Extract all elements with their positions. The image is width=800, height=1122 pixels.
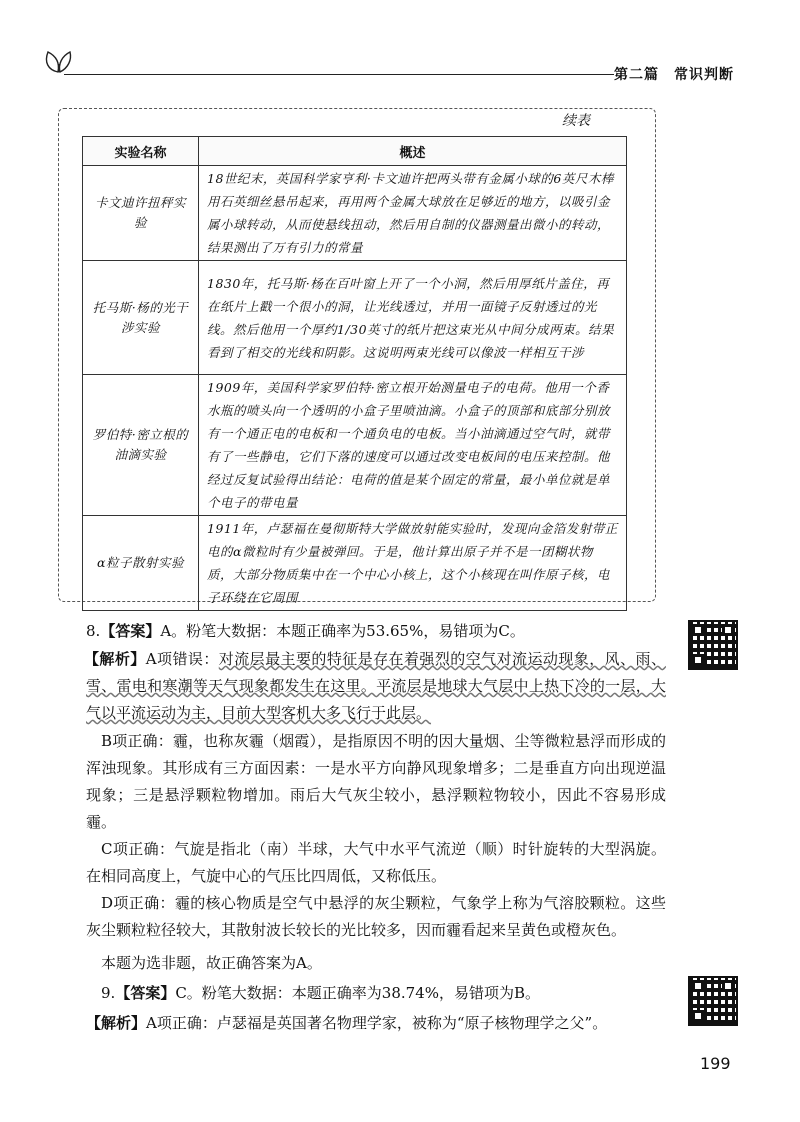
q8-answer-text: A。粉笔大数据：本题正确率为53.65%，易错项为C。 <box>160 622 525 640</box>
q8-a-intro: A项错误： <box>145 650 219 668</box>
analysis-tag: 【解析】 <box>84 650 146 668</box>
experiment-desc: 1911年，卢瑟福在曼彻斯特大学做放射能实验时，发现向金箔发射带正电的α微粒时有少量被弹回。于是，他计算出原子并不是一团糊状物质，大部分物质集中在一个中心小核上，这个小核现在叫作原子核，电子环绕在它周围 <box>199 516 627 611</box>
table-row <box>83 261 627 375</box>
leaf-icon <box>42 48 76 74</box>
experiment-desc: 1909年，美国科学家罗伯特·密立根开始测量电子的电荷。他用一个香水瓶的喷头向一个透明的小盒子里喷油滴。小盒子的顶部和底部分别放有一个通正电的电板和一个通负电的电板。当小油滴通过空气时，就带有了一些静电，它们下落的速度可以通过改变电板间的电压来控制。他经过反复试验得出结论：电荷的值是某个固定的常量，最小单位就是单个电子的带电量 <box>199 375 627 516</box>
q8-number: 8. <box>86 622 101 640</box>
answer-tag: 【答案】 <box>115 984 176 1002</box>
q9-answer-text: C。粉笔大数据：本题正确率为38.74%，易错项为B。 <box>175 984 541 1002</box>
analysis-tag: 【解析】 <box>86 1014 147 1032</box>
experiment-name: 罗伯特·密立根的油滴实验 <box>83 375 199 516</box>
q8-analysis-a <box>86 646 666 727</box>
table-header-row <box>83 137 627 166</box>
experiment-name: 托马斯·杨的光干涉实验 <box>83 261 199 375</box>
table-row <box>83 166 627 261</box>
q9-number: 9. <box>101 984 116 1002</box>
answer-tag: 【答案】 <box>100 622 161 640</box>
qr-code-icon[interactable] <box>688 976 738 1026</box>
q8-option-d: D项正确：霾的核心物质是空气中悬浮的灰尘颗粒，气象学上称为气溶胶颗粒。这些灰尘颗粒粒径较大，其散射波长较长的光比较多，因而霾看起来呈黄色或橙灰色。 <box>86 894 666 939</box>
experiment-desc: 1830年，托马斯·杨在百叶窗上开了一个小洞，然后用厚纸片盖住，再在纸片上戳一个很小的洞，让光线透过，并用一面镜子反射透过的光线。然后他用一个厚约1/30英寸的纸片把这束光从中间分成两束。结果看到了相交的光线和阴影。这说明两束光线可以像波一样相互干涉 <box>199 261 627 375</box>
q8-conclusion: 本题为选非题，故正确答案为A。 <box>101 954 322 972</box>
q8-option-b: B项正确：霾，也称灰霾（烟霞），是指原因不明的因大量烟、尘等微粒悬浮而形成的浑浊现象。其形成有三方面因素：一是水平方向静风现象增多；二是垂直方向出现逆温现象；三是悬浮颗粒物增加。雨后大气灰尘较小，悬浮颗粒物较小，因此不容易形成霾。 <box>86 732 666 831</box>
q8-option-c: C项正确：气旋是指北（南）半球，大气中水平气流逆（顺）时针旋转的大型涡旋。在相同高度上，气旋中心的气压比四周低，又称低压。 <box>86 840 666 885</box>
experiments-table <box>82 136 627 611</box>
experiment-desc: 18世纪末，英国科学家亨利·卡文迪许把两头带有金属小球的6英尺木棒用石英细丝悬吊起来，再用两个金属大球放在足够近的地方，以吸引金属小球转动，从而使悬线扭动，然后用自制的仪器测量出微小的转动，结果测出了万有引力的常量 <box>199 166 627 261</box>
qr-code-icon[interactable] <box>688 620 738 670</box>
experiment-name: α粒子散射实验 <box>83 516 199 611</box>
experiment-name: 卡文迪许扭秤实验 <box>83 166 199 261</box>
q9-answer-line <box>86 980 666 1007</box>
column-header-name: 实验名称 <box>83 137 199 166</box>
table-row <box>83 375 627 516</box>
header-rule <box>64 74 614 75</box>
q8-answer-line <box>86 618 662 645</box>
section-tag: 第二篇 常识判断 <box>614 67 734 83</box>
page-number: 199 <box>700 1054 731 1073</box>
continued-label: 续表 <box>562 113 590 129</box>
q9-a-text: A项正确：卢瑟福是英国著名物理学家，被称为“原子核物理学之父”。 <box>146 1014 608 1032</box>
q9-analysis-a <box>86 1010 666 1037</box>
q8-a-text: 对流层最主要的特征是存在着强烈的空气对流运动现象，风、雨、雪、雷电和寒潮等天气现象都发生在这里。平流层是地球大气层中上热下冷的一层，大气以平流运动为主，目前大型客机大多飞行于此层。 <box>86 650 666 722</box>
table-row <box>83 516 627 611</box>
column-header-desc: 概述 <box>199 137 627 166</box>
